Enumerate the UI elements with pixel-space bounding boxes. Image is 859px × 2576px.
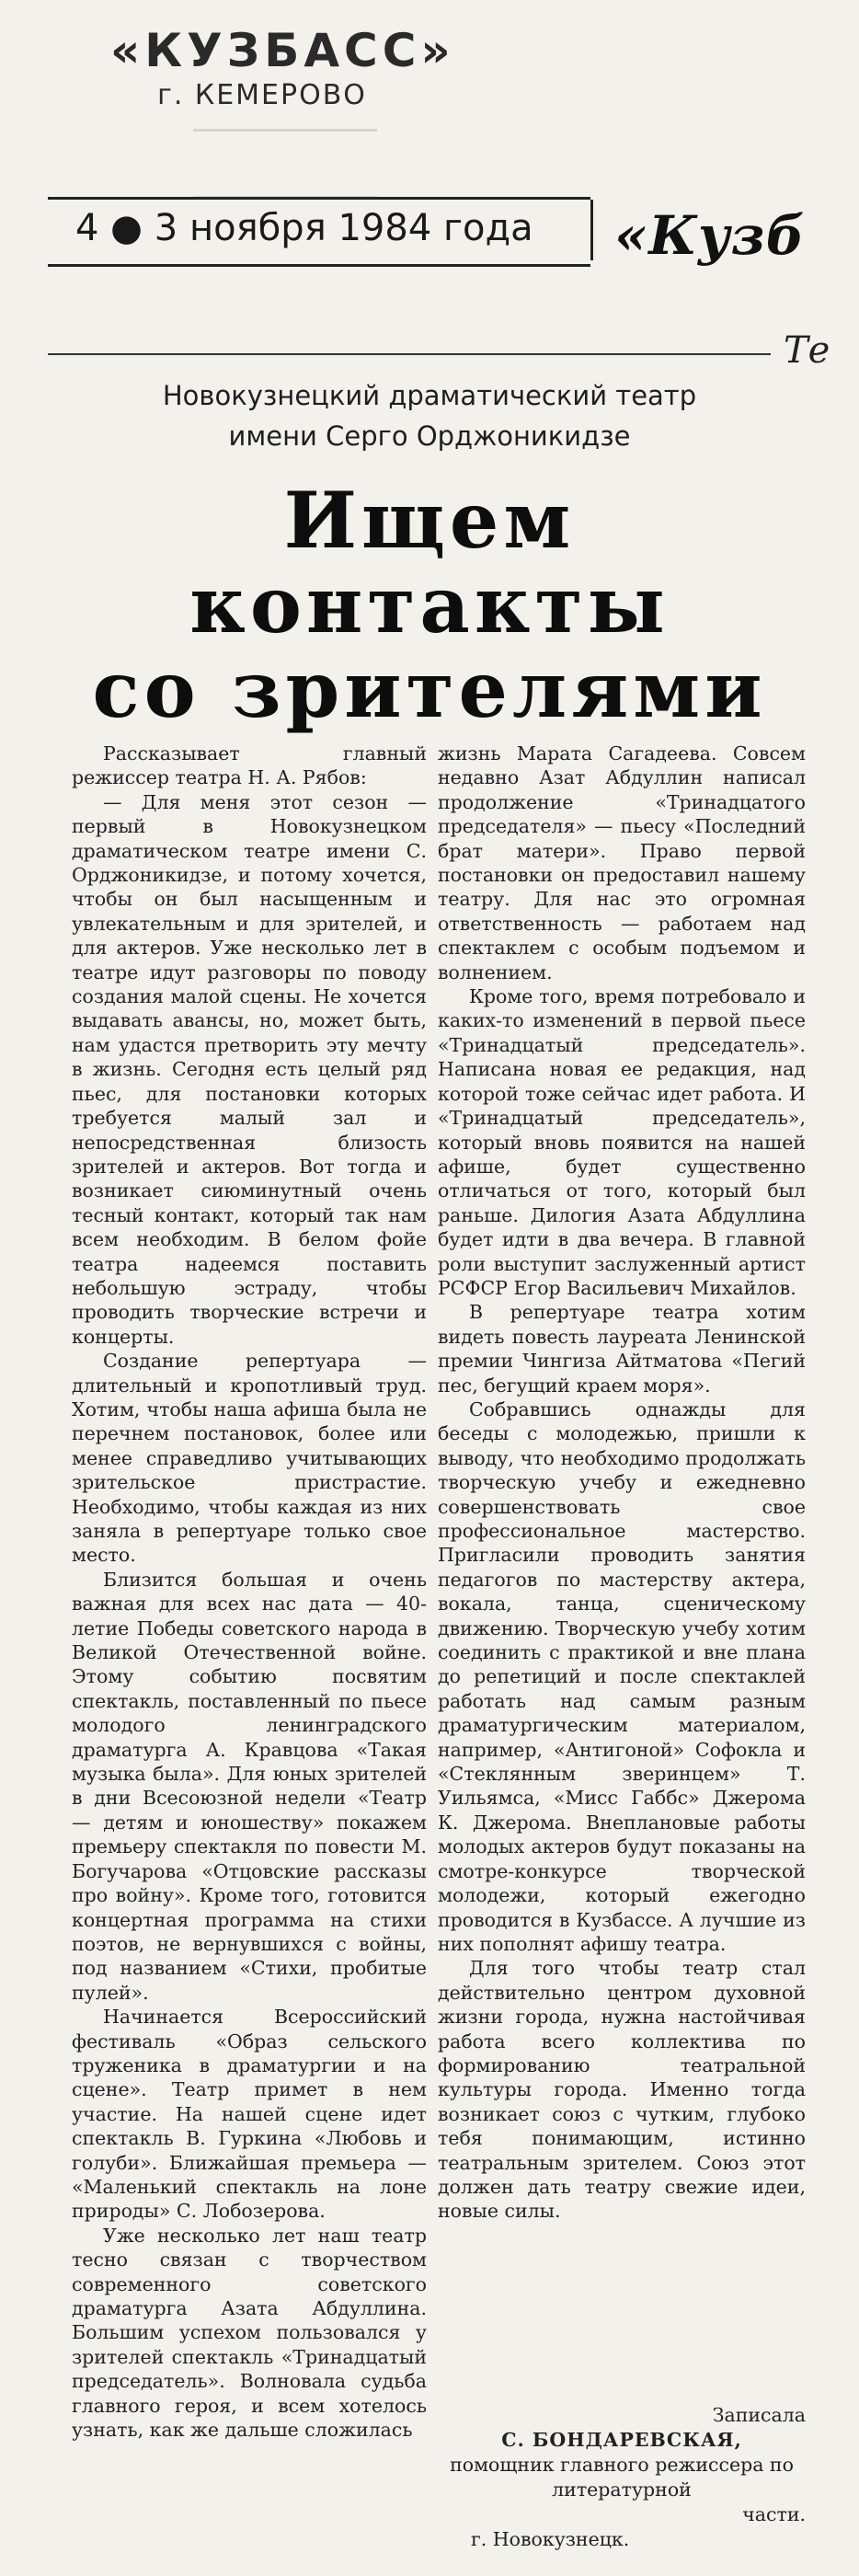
theatre-name-line-1: Новокузнецкий драматический театр bbox=[162, 380, 697, 411]
author-signature-block bbox=[438, 2403, 806, 2552]
article-paragraph: В репертуаре театра хотим видеть повесть лауреата Ленинской премии Чингиза Айтматова «Пегий пес, бегущий краем моря». bbox=[438, 1301, 806, 1397]
section-rule bbox=[48, 353, 771, 355]
article-paragraph-continued: жизнь Марата Сагадеева. Совсем недавно Азат Абдуллин написал продолжение «Тринадцатого председателя» — пьесу «Последний брат матери». Право первой постановки он предоставил нашему театру. Для нас это огромная ответственность — работаем над спектаклем с особым подъемом и волнением. bbox=[438, 742, 806, 983]
author-title-line-1: помощник главного режиссера по литературной bbox=[450, 2454, 794, 2501]
stamp-newspaper-name: «КУЗБАСС» bbox=[110, 24, 455, 77]
article-paragraph: Начинается Всероссийский фестиваль «Образ сельского труженика в драматургии и на сцене». Театр примет в нем участие. На нашей сцене идет спектакль В. Гуркина «Любовь и голуби». Ближайшая премьера — «Маленький спектакль на лоне природы» С. Лобозерова. bbox=[72, 2006, 427, 2223]
article-paragraph: Близится большая и очень важная для всех нас дата — 40-летие Победы советского народа в Великой Отечественной войне. Этому событию посвятим спектакль, поставленный по пьесе молодого ленинградского драматурга А. Кравцова «Такая музыка была». Для юных зрителей в дни Всесоюзной недели «Театр — детям и юношеству» покажем премьеру спектакля по повести М. Богучарова «Отцовские рассказы про войну». Кроме того, готовится концертная программа на стихи поэтов, не вернувшихся с войны, под названием «Стихи, пробитые пулей». bbox=[72, 1568, 427, 2004]
article-paragraph: Собравшись однажды для беседы с молодежью, пришли к выводу, что необходимо продолжать творческую учебу и ежедневно совершенствовать свое профессиональное мастерство. Пригласили проводить занятия педагогов по мастерству актера, вокала, танца, сценическому движению. Творческую учебу хотим соединить с практикой и вне плана до репетиций и после спектаклей работать над самым разным драматургическим материалом, например, «Антигоной» Софокла и «Стеклянным зверинцем» Т. Уильямса, «Мисс Габбс» Джерома К. Джерома. Внеплановые работы молодых актеров будут показаны на смотре-конкурсе творческой молодежи, который ежегодно проводится в Кузбассе. А лучшие из них пополнят афишу театра. bbox=[438, 1397, 806, 1955]
headline-line-3: со зрителями bbox=[92, 644, 767, 735]
bleed-through-shadow bbox=[193, 129, 377, 199]
article-paragraph: — Для меня этот сезон — первый в Новокузнецком драматическом театре имени С. Орджоникидзе, и потому хочется, чтобы он был насыщенным и увлекательным и для зрителей, и для актеров. Уже несколько лет в театре идут разговоры по поводу создания малой сцены. Не хочется выдавать авансы, но, может быть, нам удастся претворить эту мечту в жизнь. Сегодня есть целый ряд пьес, для постановки которых требуется малый зал и непосредственная близость зрителей и актеров. Вот тогда и возникает сиюминутный очень тесный контакт, который так нам всем необходим. В белом фойе театра надеемся поставить небольшую эстраду, чтобы проводить творческие встречи и концерты. bbox=[72, 790, 427, 1348]
article-paragraph: Создание репертуара — длительный и кропотливый труд. Хотим, чтобы наша афиша была не перечнем постановок, более или менее справедливо учитывающих зрительское пристрастие. Необходимо, чтобы каждая из них заняла в репертуаре только свое место. bbox=[72, 1350, 427, 1567]
article-column-left bbox=[72, 742, 427, 2442]
newspaper-stamp bbox=[110, 24, 455, 111]
recorded-by-label: Записала bbox=[712, 2404, 806, 2426]
dateline-frame bbox=[48, 197, 590, 267]
article-headline bbox=[48, 475, 811, 735]
article-paragraph: Кроме того, время потребовало и каких-то изменений в первой пьесе «Тринадцатый председатель». Написана новая ее редакция, над которой тоже сейчас идет работа. И «Тринадцатый председатель», который вновь появится на нашей афише, будет существенно отличаться от того, который был раньше. Дилогия Азата Абдуллина будет идти в два вечера. В главной роли выступит заслуженный артист РСФСР Егор Васильевич Михайлов. bbox=[438, 985, 806, 1299]
article-paragraph: Рассказывает главный режиссер театра Н. А. Рябов: bbox=[72, 742, 427, 789]
article-paragraph: Уже несколько лет наш театр тесно связан с творчеством современного советского драматурга Азата Абдуллина. Большим успехом пользовался у зрителей спектакль «Тринадцатый председатель». Волновала судьба главного героя, и всем хотелось узнать, как же дальше сложилась bbox=[72, 2224, 427, 2442]
stamp-city: г. КЕМЕРОВО bbox=[157, 79, 367, 111]
issue-date: 4 ● 3 ноября 1984 года bbox=[75, 207, 533, 249]
theatre-name-line-2: имени Серго Орджоникидзе bbox=[228, 420, 631, 452]
headline-line-1: Ищем bbox=[283, 475, 576, 566]
section-title-fragment: Те bbox=[784, 329, 830, 372]
article-column-right bbox=[438, 742, 806, 2224]
theatre-name bbox=[48, 375, 811, 456]
author-title-line-2: части. bbox=[742, 2503, 806, 2525]
article-paragraph: Для того чтобы театр стал действительно центром духовной жизни города, нужна настойчивая работа всего коллектива по формированию театральной культуры города. Именно тогда возникает союз с чутким, глубоко тебя понимающим, истинно театральным зрителем. Союз этот должен дать театру свежие идеи, новые силы. bbox=[438, 1957, 806, 2223]
author-city: г. Новокузнецк. bbox=[471, 2528, 630, 2550]
author-name: С. БОНДАРЕВСКАЯ, bbox=[501, 2429, 742, 2451]
masthead-fragment: «Кузб bbox=[614, 204, 806, 267]
dateline-box bbox=[48, 200, 593, 260]
headline-line-2: контакты bbox=[189, 559, 670, 650]
